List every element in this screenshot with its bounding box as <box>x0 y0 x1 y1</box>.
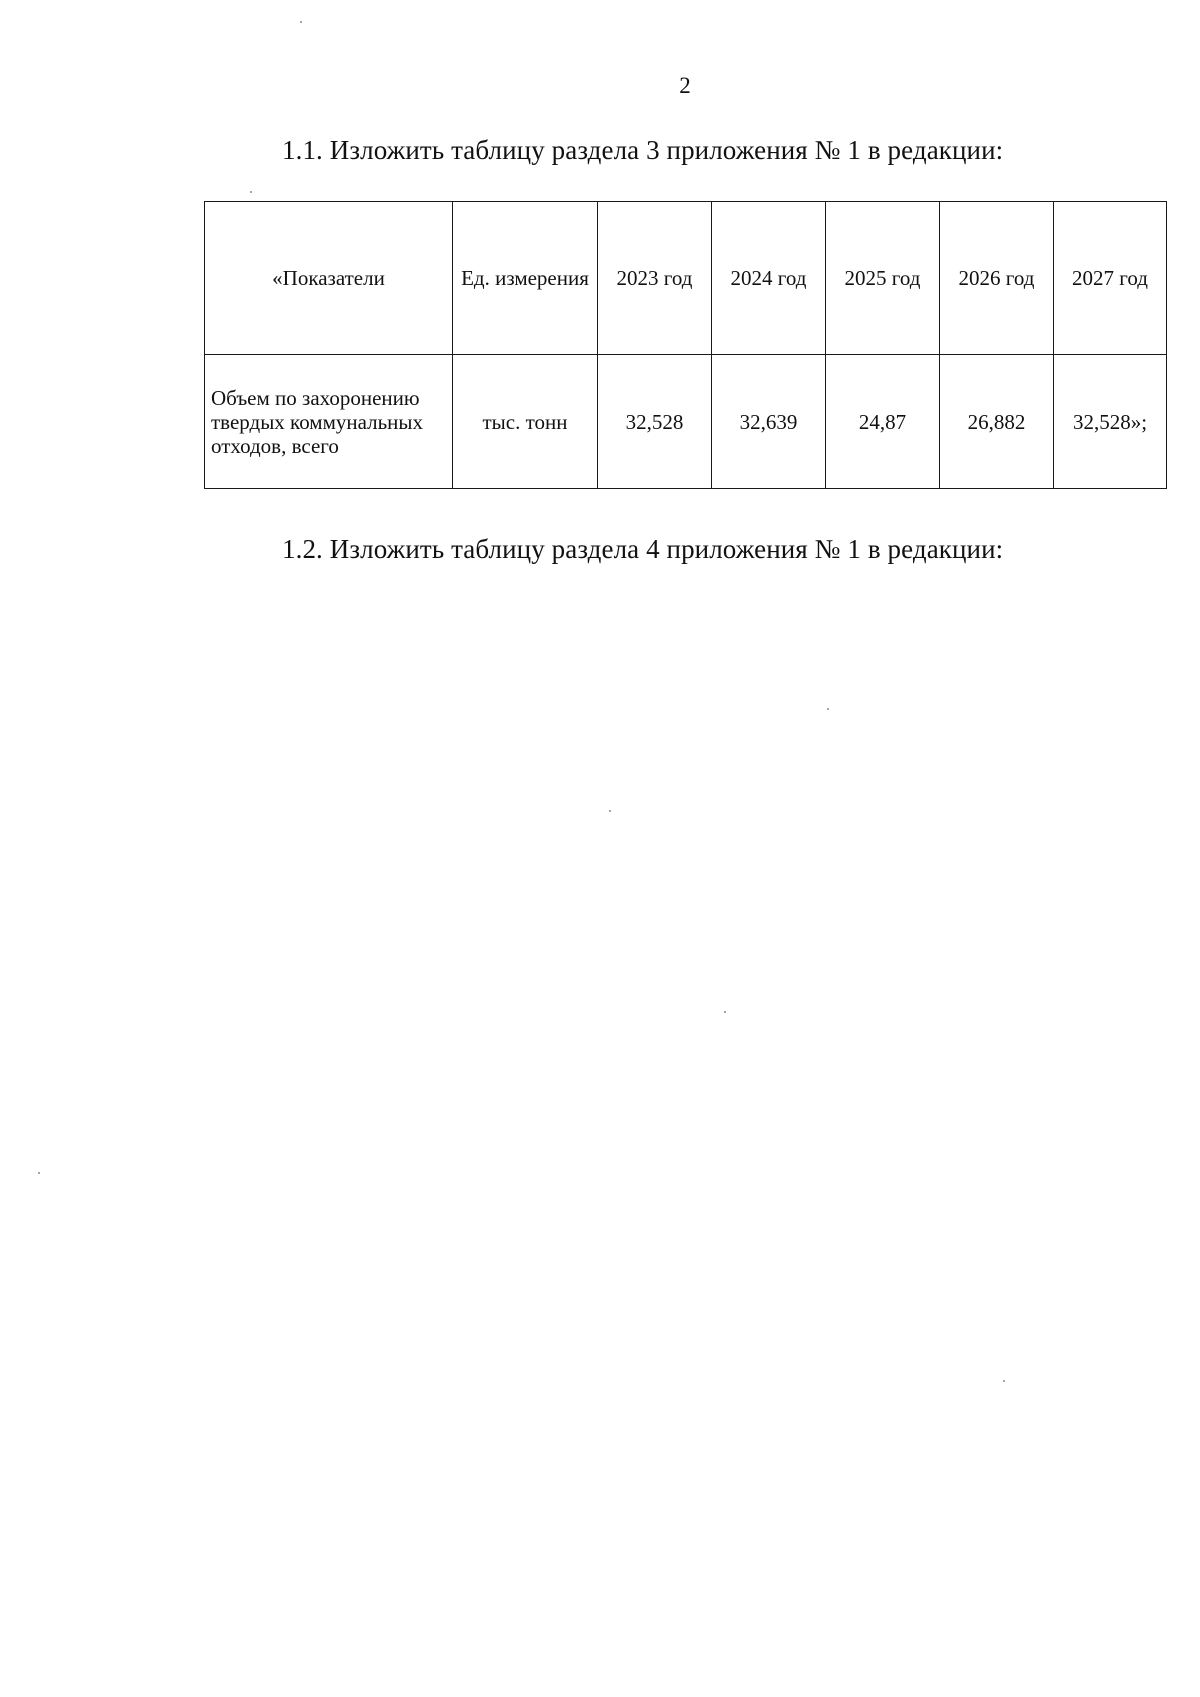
section-heading-1-2: 1.2. Изложить таблицу раздела 4 приложения № 1 в редакции: <box>282 534 1004 564</box>
header-year-2026: 2026 год <box>940 202 1054 355</box>
section-heading-1-1: 1.1. Изложить таблицу раздела 3 приложения № 1 в редакции: <box>282 135 1004 165</box>
cell-value-2027: 32,528»; <box>1054 355 1167 489</box>
scan-speck <box>300 21 302 23</box>
cell-unit: тыс. тонн <box>453 355 598 489</box>
scan-speck <box>1003 1380 1005 1382</box>
header-year-2024: 2024 год <box>712 202 826 355</box>
scan-speck <box>250 191 252 193</box>
header-year-2027: 2027 год <box>1054 202 1167 355</box>
scan-speck <box>38 1172 40 1174</box>
cell-value-2026: 26,882 <box>940 355 1054 489</box>
table-header-row <box>205 202 1167 355</box>
header-indicators: «Показатели <box>205 202 453 355</box>
cell-value-2023: 32,528 <box>598 355 712 489</box>
table-row <box>205 355 1167 489</box>
header-unit: Ед. измерения <box>453 202 598 355</box>
cell-indicator: Объем по захоронению твердых коммунальных отходов, всего <box>205 355 453 489</box>
cell-value-2025: 24,87 <box>826 355 940 489</box>
indicators-table <box>204 201 1167 489</box>
scan-speck <box>609 810 611 812</box>
header-year-2025: 2025 год <box>826 202 940 355</box>
scan-speck <box>827 708 829 710</box>
page-number: 2 <box>679 73 691 98</box>
header-year-2023: 2023 год <box>598 202 712 355</box>
scan-speck <box>724 1011 726 1013</box>
cell-value-2024: 32,639 <box>712 355 826 489</box>
